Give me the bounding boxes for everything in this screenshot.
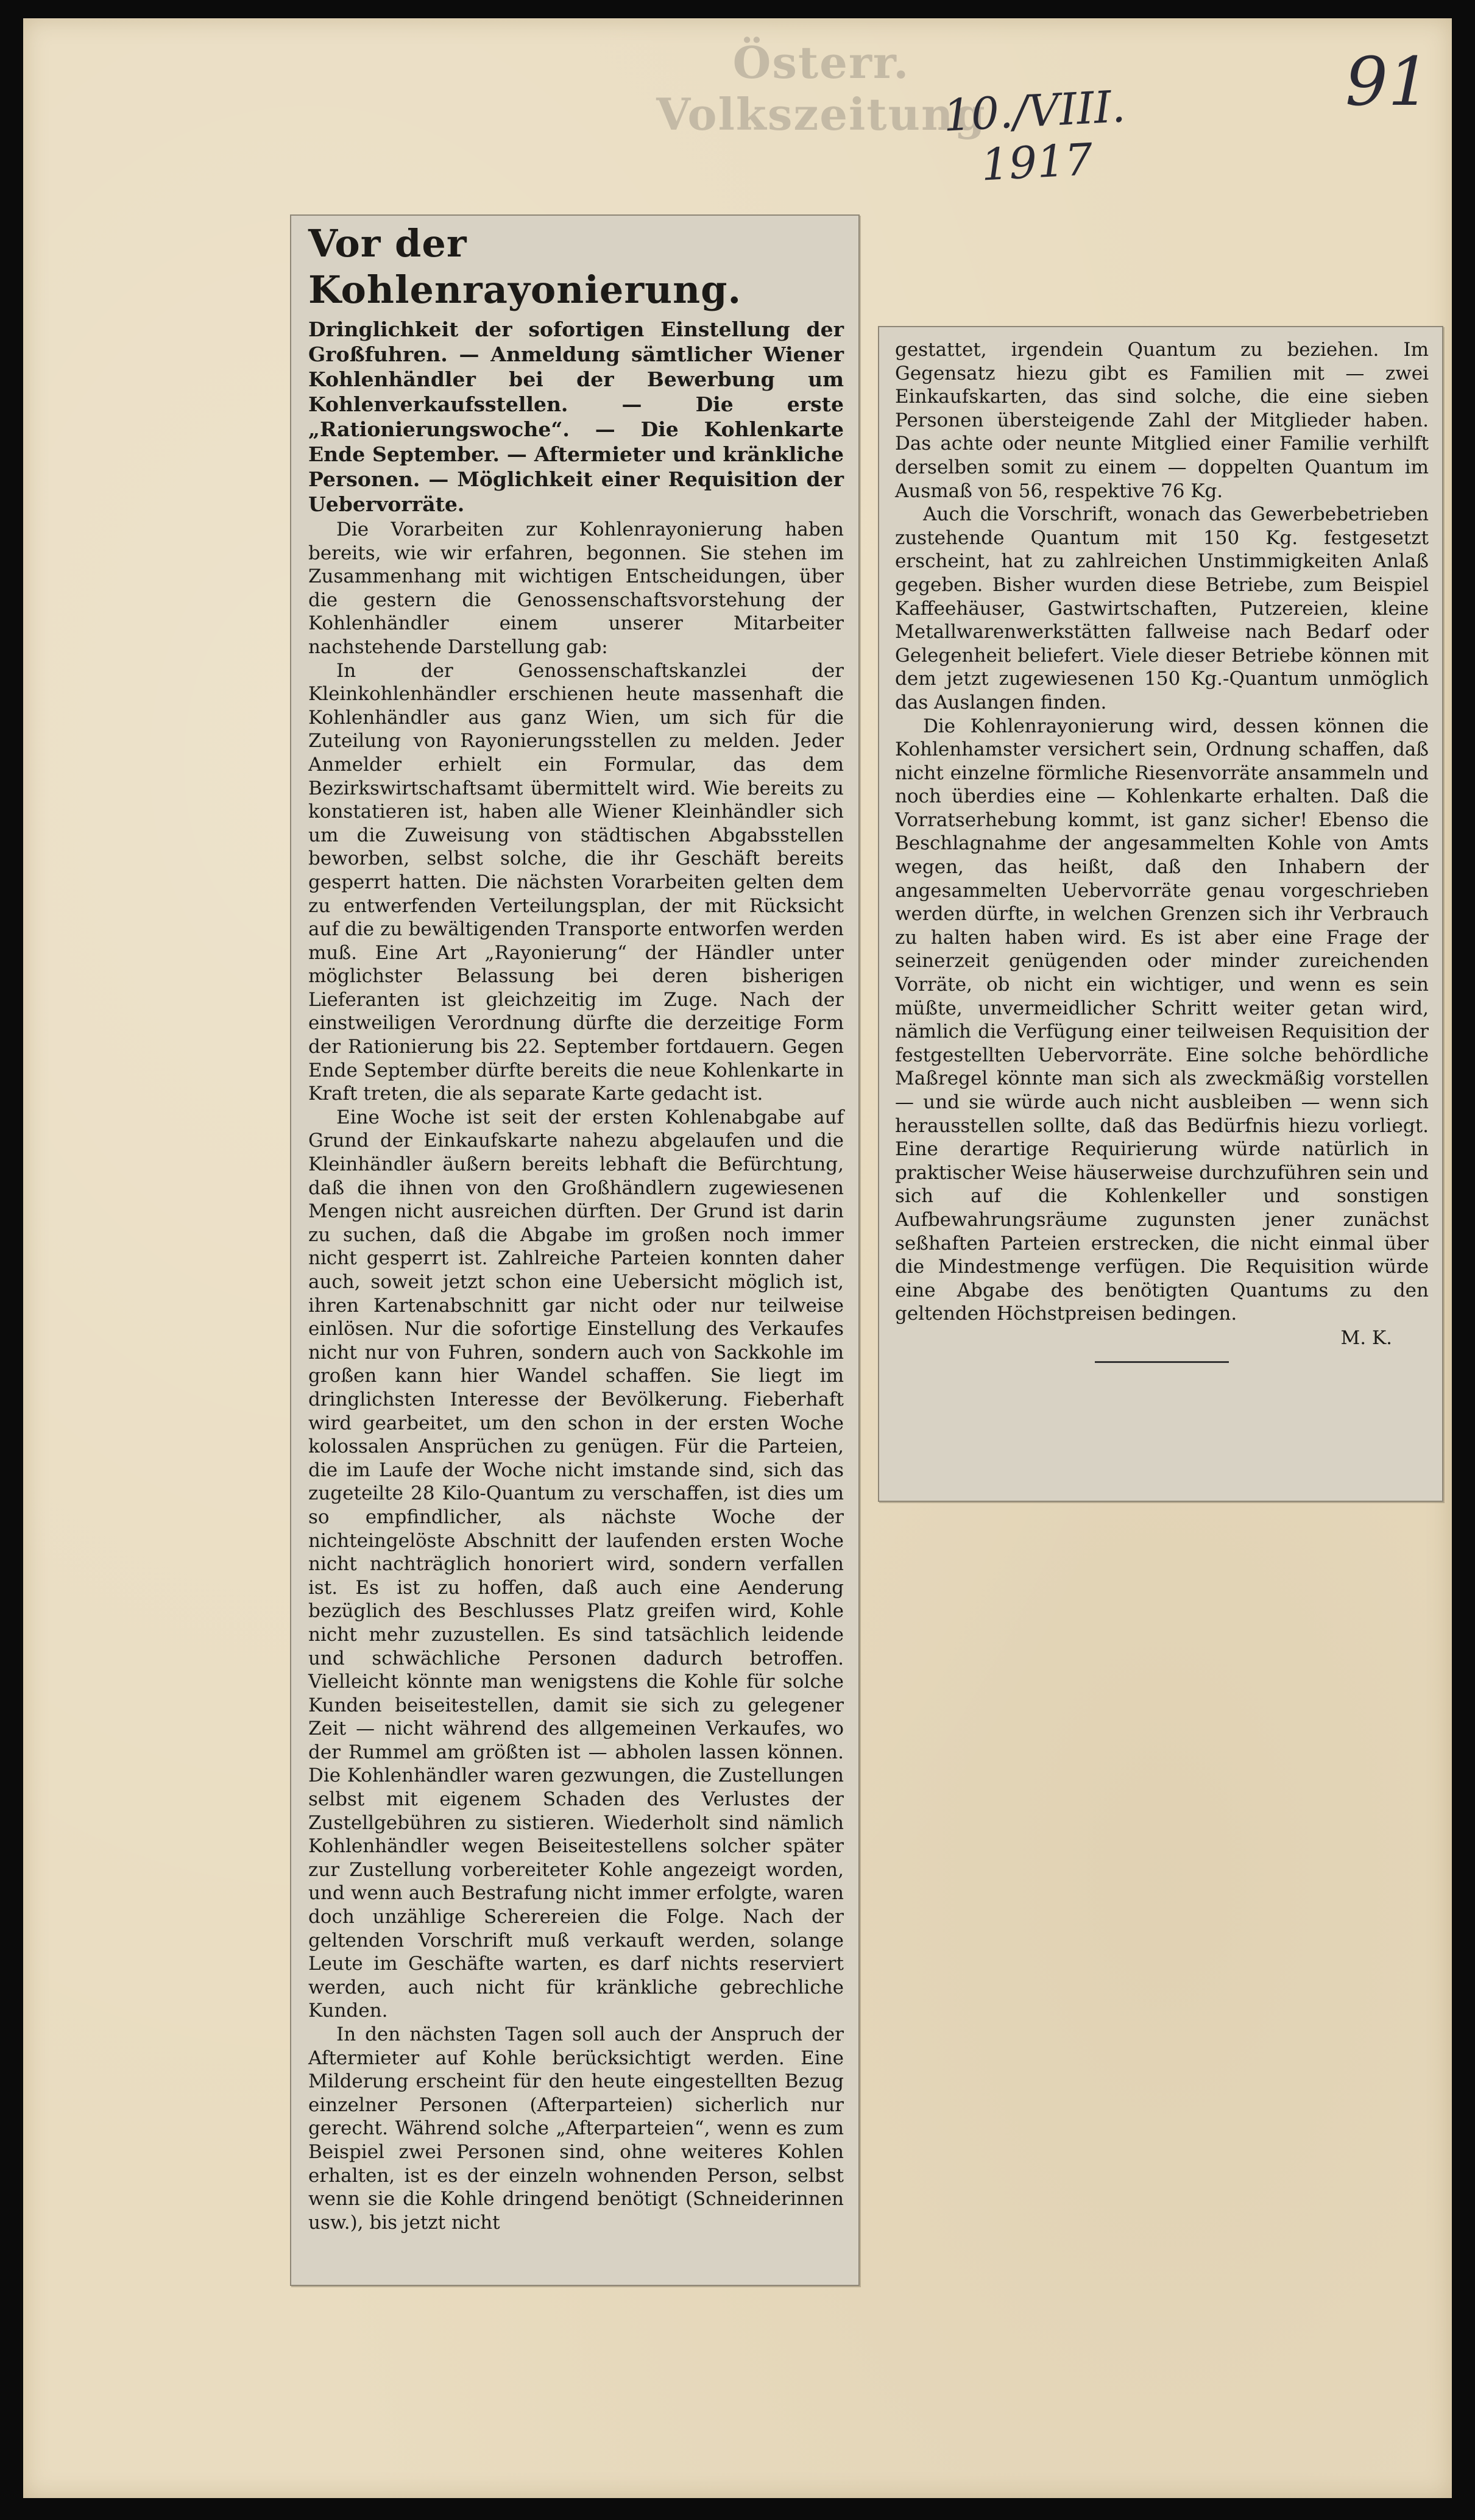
end-rule (1095, 1361, 1229, 1363)
author-signature: M. K. (1340, 1326, 1392, 1349)
right-column-body (895, 338, 1429, 1326)
paragraph: gestattet, irgendein Quantum zu beziehen. Im Gegensatz hiezu gibt es Familien mit — zwei Einkaufskarten, das sind solche, die eine sieben Personen übersteigende Zahl der Mitglieder haben. Das achte oder neunte Mitglied einer Familie verhilft derselben somit zu einem — doppelten Quantum im Ausmaß von 56, respektive 76 Kg. (895, 339, 1429, 502)
paragraph: In der Genossenschaftskanzlei der Kleinkohlenhändler erschienen heute massenhaft die Kohlenhändler aus ganz Wien, um sich für die Zuteilung von Rayonierungsstellen zu melden. Jeder Anmelder erhielt ein Formular, das dem Bezirkswirtschaftsamt übermittelt wird. Wie bereits zu konstatieren ist, haben alle Wiener Kleinhändler sich um die Zuweisung von städtischen Abgabsstellen beworben, selbst solche, die ihr Geschäft bereits gesperrt hatten. Die nächsten Vorarbeiten gelten dem zu entwerfenden Verteilungsplan, der mit Rücksicht auf die zu bewältigenden Transporte entworfen werden muß. Eine Art „Rayonierung“ der Händler unter möglichster Belassung bei deren bisherigen Lieferanten ist gleichzeitig im Zuge. Nach der einstweiligen Verordnung dürfte die derzeitige Form der Rationierung bis 22. September fortdauern. Gegen Ende September dürfte bereits die neue Kohlenkarte in Kraft treten, die als separate Karte gedacht ist. (308, 659, 844, 1105)
article-subhead: Dringlichkeit der sofortigen Einstellung der Großfuhren. — Anmeldung sämtlicher Wiener Kohlenhändler bei der Bewerbung um Kohlenverkaufsstellen. — Die erste „Rationierungswoche“. — Die Kohlenkarte Ende September. — Aftermieter und kränkliche Personen. — Möglichkeit einer Requisition der Uebervorräte. (308, 317, 844, 516)
archive-sheet (23, 18, 1452, 2498)
clipping-left-column (290, 214, 860, 2286)
newspaper-stamp: Österr. Volkszeitung (656, 37, 986, 140)
paragraph: Die Vorarbeiten zur Kohlenrayonierung haben bereits, wie wir erfahren, begonnen. Sie stehen im Zusammenhang mit wichtigen Entscheidungen, über die gestern die Genossenschaftsvorstehung der Kohlenhändler einem unserer Mitarbeiter nachstehende Darstellung gab: (308, 519, 844, 658)
left-column-body (308, 518, 844, 2234)
handwritten-date: 10./VIII. 1917 (942, 80, 1127, 191)
article-headline: Vor der Kohlenrayonierung. (308, 221, 742, 312)
clipping-right-column (878, 326, 1443, 1502)
folio-number: 91 (1345, 43, 1431, 121)
paragraph: Auch die Vorschrift, wonach das Gewerbebetrieben zustehende Quantum mit 150 Kg. festgesetzt erscheint, hat zu zahlreichen Unstimmigkeiten Anlaß gegeben. Bisher wurden diese Betriebe, zum Beispiel Kaffeehäuser, Gastwirtschaften, Putzereien, kleine Metallwarenwerkstätten fallweise nach Bedarf oder Gelegenheit beliefert. Viele dieser Betriebe können mit dem jetzt zugewiesenen 150 Kg.-Quantum unmöglich das Auslangen finden. (895, 503, 1429, 713)
paragraph: Eine Woche ist seit der ersten Kohlenabgabe auf Grund der Einkaufskarte nahezu abgelaufen und die Kleinhändler äußern bereits lebhaft die Befürchtung, daß die ihnen von den Großhändlern zugewiesenen Mengen nicht ausreichen dürften. Der Grund ist darin zu suchen, daß die Abgabe im großen noch immer nicht gesperrt ist. Zahlreiche Parteien konnten daher auch, soweit jetzt schon eine Uebersicht möglich ist, ihren Kartenabschnitt gar nicht oder nur teilweise einlösen. Nur die sofortige Einstellung des Verkaufes nicht nur von Fuhren, sondern auch von Sackkohle im großen kann hier Wandel schaffen. Sie liegt im dringlichsten Interesse der Bevölkerung. Fieberhaft wird gearbeitet, um den schon in der ersten Woche kolossalen Ansprüchen zu genügen. Für die Parteien, die im Laufe der Woche nicht imstande sind, sich das zugeteilte 28 Kilo-Quantum zu verschaffen, ist dies um so empfindlicher, als nächste Woche der nichteingelöste Abschnitt der laufenden ersten Woche nicht nachträglich honoriert wird, sondern verfallen ist. Es ist zu hoffen, daß auch eine Aenderung bezüglich des Beschlusses Platz greifen wird, Kohle nicht mehr zuzustellen. Es sind tatsächlich leidende und schwächliche Personen dadurch betroffen. Vielleicht könnte man wenigstens die Kohle für solche Kunden beiseitestellen, damit sie sich zu gelegener Zeit — nicht während des allgemeinen Verkaufes, wo der Rummel am größten ist — abholen lassen können. Die Kohlenhändler waren gezwungen, die Zustellungen selbst mit eigenem Schaden des Verlustes der Zustellgebühren zu sistieren. Wiederholt sind nämlich Kohlenhändler wegen Beiseitestellens solcher später zur Zustellung vorbereiteter Kohle angezeigt worden, und wenn auch Bestrafung nicht immer erfolgte, waren doch unzählige Scherereien die Folge. Nach der geltenden Vorschrift muß verkauft werden, solange Leute im Geschäfte warten, es darf nichts reserviert werden, auch nicht für kränkliche gebrechliche Kunden. (308, 1106, 844, 2022)
paragraph: Die Kohlenrayonierung wird, dessen können die Kohlenhamster versichert sein, Ordnung schaffen, daß nicht einzelne förmliche Riesenvorräte ansammeln und noch überdies eine — Kohlenkarte erhalten. Daß die Vorratserhebung kommt, ist ganz sicher! Ebenso die Beschlagnahme der angesammelten Kohle von Amts wegen, das heißt, daß den Inhabern der angesammelten Uebervorräte genau vorgeschrieben werden dürfte, in welchen Grenzen sich ihr Verbrauch zu halten haben wird. Es ist aber eine Frage der seinerzeit genügenden oder minder zureichenden Vorräte, ob nicht ein wichtiger, und wenn es sein müßte, unvermeidlicher Schritt weiter getan wird, nämlich die Verfügung einer teilweisen Requisition der festgestellten Uebervorräte. Eine solche behördliche Maßregel könnte man sich als zweckmäßig vorstellen — und sie würde auch nicht ausbleiben — wenn sich herausstellen sollte, daß das Bedürfnis hiezu vorliegt. Eine derartige Requirierung würde natürlich in praktischer Weise häuserweise durchzuführen sein und sich auf die Kohlenkeller und sonstigen Aufbewahrungsräume zugunsten jener zunächst seßhaften Parteien erstrecken, die nicht einmal über die Mindestmenge verfügen. Die Requisition würde eine Abgabe des benötigten Quantums zu den geltenden Höchstpreisen bedingen. (895, 715, 1429, 1325)
paragraph: In den nächsten Tagen soll auch der Anspruch der Aftermieter auf Kohle berücksichtigt werden. Eine Milderung erscheint für den heute eingestellten Bezug einzelner Personen (Afterparteien) sicherlich nur gerecht. Während solche „Afterparteien“, wenn es zum Beispiel zwei Personen sind, ohne weiteres Kohlen erhalten, ist es der einzeln wohnenden Person, selbst wenn sie die Kohle dringend benötigt (Schneiderinnen usw.), bis jetzt nicht (308, 2023, 844, 2234)
